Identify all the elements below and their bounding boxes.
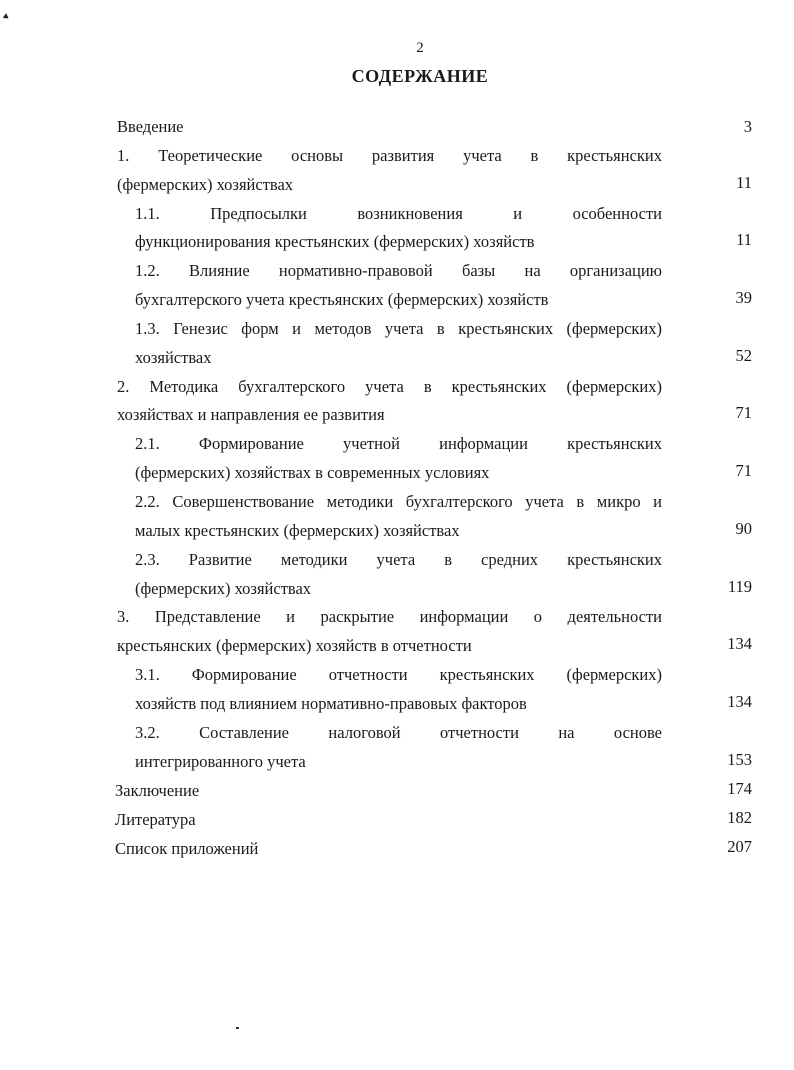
page-title: СОДЕРЖАНИЕ [351,66,489,86]
toc-entry-section-2-1: 2.1. Формирование учетной информации крестьянских [135,434,662,453]
toc-page-chapter-1: 11 [736,173,752,192]
toc-entry-appendices: Список приложений [115,839,259,858]
toc-entry-section-3-1: 3.1. Формирование отчетности крестьянских (фермерских) [135,665,662,684]
toc-entry-section-1-1: 1.1. Предпосылки возникновения и особенности [135,204,662,223]
toc-entry-chapter-1-cont: (фермерских) хозяйствах [117,175,294,194]
toc-entry-intro: Введение [117,117,184,136]
toc-page-section-3-1: 134 [727,692,752,711]
toc-page-chapter-3: 134 [727,634,752,653]
toc-page-literature: 182 [727,808,752,827]
toc-entry-chapter-1: 1. Теоретические основы развития учета в крестьянских [117,146,662,165]
toc-entry-section-3-1-cont: хозяйств под влиянием нормативно-правовых факторов [135,694,527,713]
toc-entry-chapter-2: 2. Методика бухгалтерского учета в крестьянских (фермерских) [117,377,662,396]
toc-entry-section-1-2-cont: бухгалтерского учета крестьянских (фермерских) хозяйств [135,290,549,309]
toc-entry-section-2-2-cont: малых крестьянских (фермерских) хозяйствах [135,521,460,540]
toc-page-section-3-2: 153 [727,750,752,769]
toc-entry-literature: Литература [115,810,196,829]
toc-entry-section-2-2: 2.2. Совершенствование методики бухгалтерского учета в микро и [135,492,662,511]
scan-mark [3,13,11,21]
toc-entry-section-1-1-cont: функционирования крестьянских (фермерских) хозяйств [135,232,535,251]
toc-page-intro: 3 [743,117,752,136]
toc-entry-section-2-1-cont: (фермерских) хозяйствах в современных условиях [135,463,490,482]
toc-page-section-2-2: 90 [735,519,752,538]
scan-dot [236,1027,239,1029]
toc-page-section-1-2: 39 [735,288,752,307]
toc-page-conclusion: 174 [727,779,752,798]
toc-entry-chapter-3: 3. Представление и раскрытие информации о деятельности [117,607,662,626]
toc-entry-section-1-3-cont: хозяйствах [135,348,212,367]
toc-entry-section-2-3: 2.3. Развитие методики учета в средних крестьянских [135,550,662,569]
toc-entry-section-2-3-cont: (фермерских) хозяйствах [135,579,312,598]
toc-entry-conclusion: Заключение [115,781,200,800]
toc-page-section-2-3: 119 [727,577,752,596]
page-number: 2 [416,40,424,56]
toc-entry-section-3-2-cont: интегрированного учета [135,752,306,771]
toc-entry-chapter-3-cont: крестьянских (фермерских) хозяйств в отчетности [117,636,472,655]
toc-entry-section-1-2: 1.2. Влияние нормативно-правовой базы на организацию [135,261,662,280]
toc-page-section-2-1: 71 [735,461,752,480]
toc-entry-chapter-2-cont: хозяйствах и направления ее развития [117,405,385,424]
toc-entry-section-3-2: 3.2. Составление налоговой отчетности на основе [135,723,662,742]
toc-page-section-1-1: 11 [736,230,752,249]
toc-page-section-1-3: 52 [735,346,752,365]
toc-page-appendices: 207 [727,837,752,856]
toc-entry-section-1-3: 1.3. Генезис форм и методов учета в крестьянских (фермерских) [135,319,662,338]
toc-page-chapter-2: 71 [735,403,752,422]
